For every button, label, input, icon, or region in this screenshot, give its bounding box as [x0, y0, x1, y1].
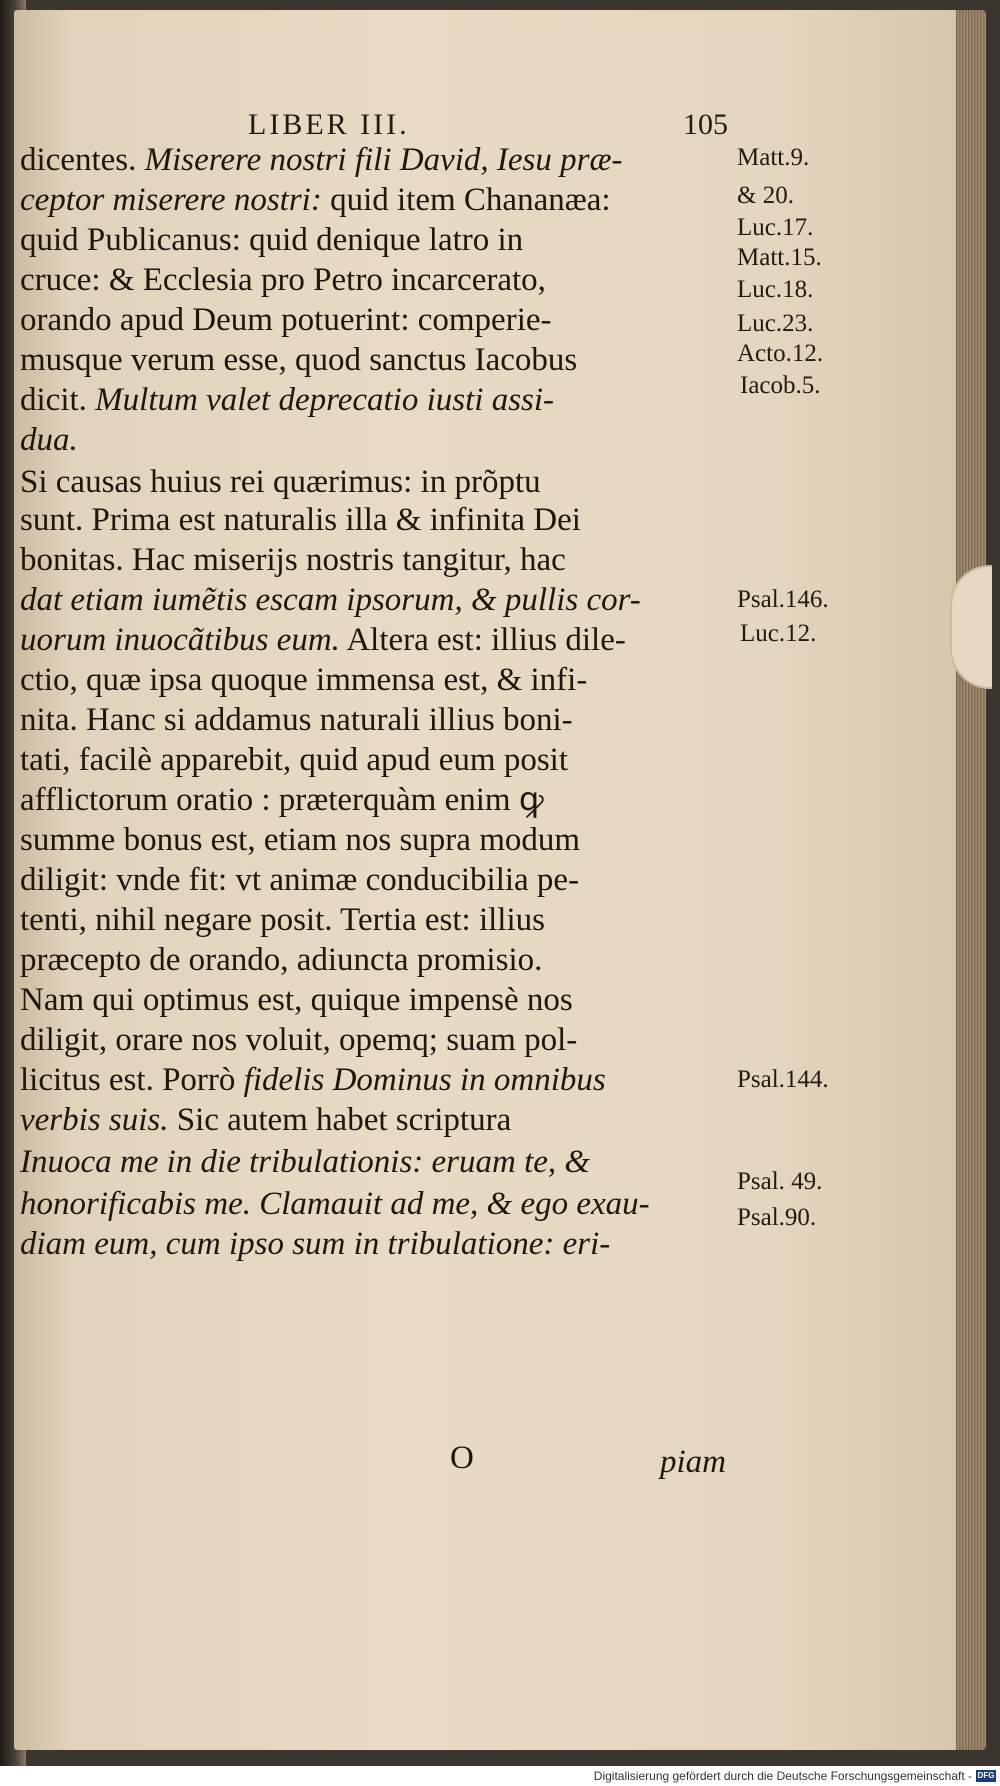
text-line	[20, 660, 740, 700]
text-line	[20, 820, 740, 860]
margin-reference: Matt.15.	[737, 244, 822, 271]
text-segment: Si causas huius rei quærimus: in prõptu	[20, 464, 541, 500]
margin-reference: Psal.144.	[737, 1066, 829, 1093]
text-segment: diligit, orare nos voluit, opemq; suam pol-	[20, 1022, 578, 1058]
text-segment: diam eum, cum ipso sum in tribulatione: eri-	[20, 1226, 611, 1262]
text-segment: dat etiam iumẽtis escam ipsorum, & pullis cor-	[20, 582, 641, 618]
text-line	[20, 620, 740, 660]
text-line	[20, 500, 740, 540]
text-line	[20, 300, 740, 340]
margin-reference: Luc.18.	[737, 276, 814, 303]
text-segment: dicit.	[20, 382, 96, 418]
page-edges	[956, 10, 986, 1750]
text-segment: Multum valet deprecatio iusti assi-	[95, 382, 555, 418]
text-line	[20, 380, 740, 420]
margin-reference: Acto.12.	[737, 340, 824, 367]
text-line	[20, 860, 740, 900]
text-line	[20, 340, 740, 380]
text-line	[20, 260, 740, 300]
page-tab-marker	[950, 565, 992, 689]
text-segment: licitus est. Porrò	[20, 1062, 244, 1098]
text-segment: quid Publicanus: quid denique latro in	[20, 222, 524, 258]
text-segment: quid item Chananæa:	[321, 182, 611, 218]
text-segment: Inuoca me in die tribulationis: eruam te, &	[20, 1144, 591, 1180]
margin-reference: Luc.12.	[740, 620, 817, 647]
page-footer	[20, 1440, 730, 1486]
text-segment: diligit: vnde fit: vt animæ conducibilia pe-	[20, 862, 580, 898]
catchword: piam	[660, 1444, 726, 1480]
text-segment: cruce: & Ecclesia pro Petro incarcerato,	[20, 262, 546, 298]
text-segment: bonitas. Hac miserijs nostris tangitur, hac	[20, 542, 566, 578]
text-line	[20, 900, 740, 940]
margin-reference: Psal.146.	[737, 586, 829, 613]
page-number: 105	[683, 108, 728, 141]
text-segment: summe bonus est, etiam nos supra modum	[20, 822, 581, 858]
text-segment: honorificabis me. Clamauit ad me, & ego exau-	[20, 1186, 650, 1222]
text-segment: Nam qui optimus est, quique impensè nos	[20, 982, 573, 1018]
text-segment: Miserere nostri fili David, Iesu præ-	[144, 142, 623, 178]
text-line	[20, 780, 740, 820]
text-segment: Altera est: illius dile-	[339, 622, 626, 658]
text-segment: musque verum esse, quod sanctus Iacobus	[20, 342, 578, 378]
text-line	[20, 740, 740, 780]
margin-reference: Luc.23.	[737, 310, 814, 337]
margin-reference: & 20.	[737, 182, 794, 209]
text-line	[20, 1184, 740, 1224]
text-segment: ceptor miserere nostri:	[20, 182, 322, 218]
text-segment: ctio, quæ ipsa quoque immensa est, & infi-	[20, 662, 588, 698]
signature-mark: O	[450, 1440, 474, 1476]
text-segment: verbis suis.	[20, 1102, 169, 1138]
text-line	[20, 1100, 740, 1140]
margin-reference: Psal.90.	[737, 1204, 817, 1231]
text-line	[20, 540, 740, 580]
text-segment: dua.	[20, 422, 78, 458]
text-line	[20, 980, 740, 1020]
text-line	[20, 1060, 740, 1100]
text-segment: præcepto de orando, adiuncta promisio.	[20, 942, 543, 978]
text-line	[20, 580, 740, 620]
text-segment: orando apud Deum potuerint: comperie-	[20, 302, 552, 338]
text-segment: tenti, nihil negare posit. Tertia est: illius	[20, 902, 545, 938]
text-segment: afflictorum oratio : præterquàm enim ꝙ	[20, 782, 544, 818]
digitization-credit	[0, 1766, 1000, 1786]
margin-reference: Luc.17.	[737, 214, 814, 241]
margin-reference: Iacob.5.	[740, 372, 821, 399]
margin-reference: Matt.9.	[737, 144, 810, 171]
text-line	[20, 1224, 740, 1264]
text-line	[20, 180, 740, 220]
text-line	[20, 700, 740, 740]
text-segment: sunt. Prima est naturalis illa & infinita Dei	[20, 502, 581, 538]
text-segment: uorum inuocãtibus eum.	[20, 622, 340, 658]
text-segment: Sic autem habet scriptura	[168, 1102, 512, 1138]
text-segment: nita. Hanc si addamus naturali illius boni-	[20, 702, 573, 738]
running-title: LIBER III.	[248, 108, 410, 141]
text-line	[20, 220, 740, 260]
dfg-logo: DFG	[977, 1771, 995, 1780]
text-line	[20, 462, 740, 502]
text-line	[20, 1142, 740, 1182]
text-line	[20, 940, 740, 980]
text-line	[20, 420, 740, 460]
credit-text: Digitalisierung gefördert durch die Deutsche Forschungsgemeinschaft -	[593, 1769, 972, 1783]
text-line	[20, 140, 740, 180]
text-segment: tati, facilè apparebit, quid apud eum posit	[20, 742, 568, 778]
text-segment: dicentes.	[20, 142, 145, 178]
margin-reference: Psal. 49.	[737, 1168, 823, 1195]
text-line	[20, 1020, 740, 1060]
text-segment: fidelis Dominus in omnibus	[243, 1062, 606, 1098]
